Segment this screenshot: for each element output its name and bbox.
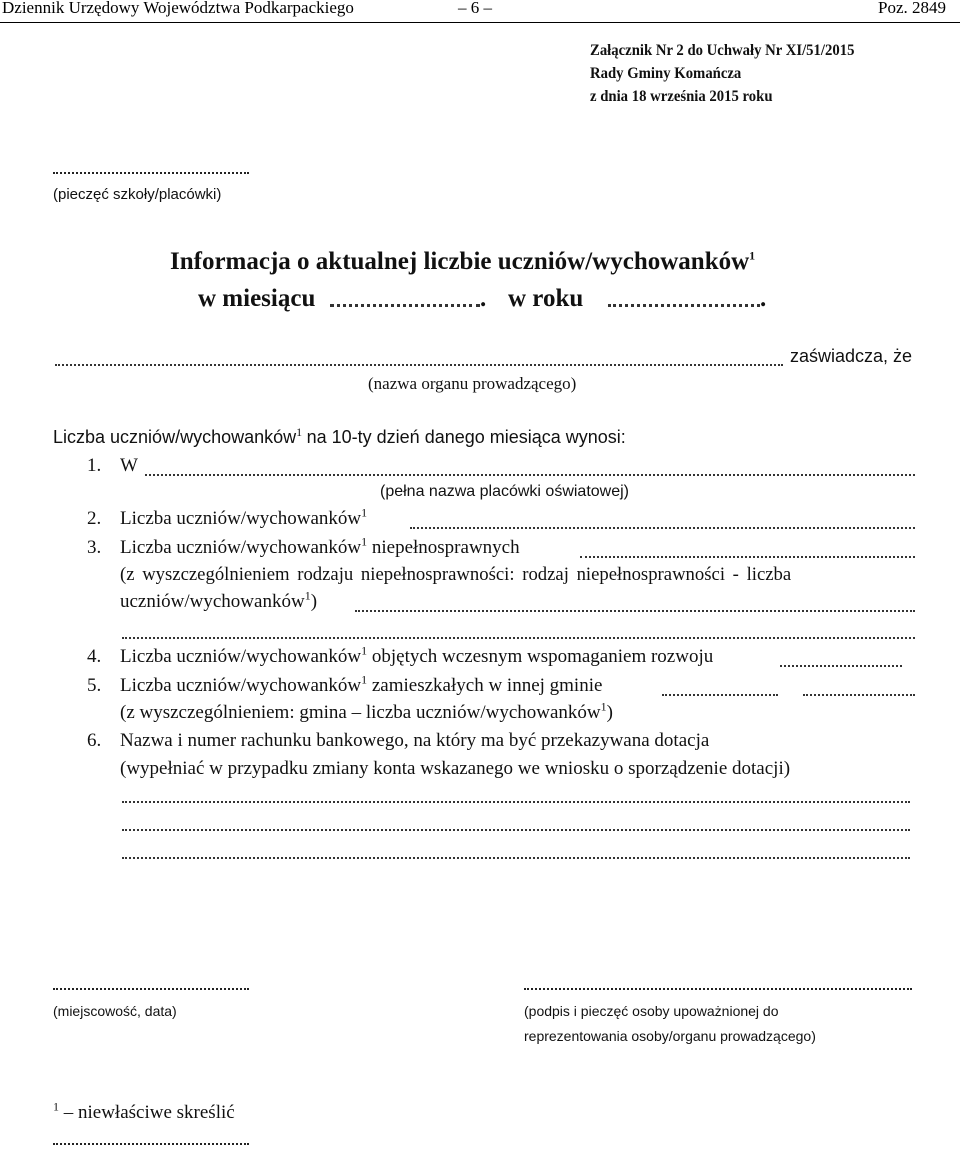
annex-line-3: z dnia 18 września 2015 roku <box>590 88 773 105</box>
signature-label-2: reprezentowania osoby/organu prowadzącego) <box>524 1028 816 1044</box>
item-4-dotted-line <box>780 665 902 667</box>
year-dotted-line <box>608 304 760 307</box>
item-2-number: 2. <box>87 508 102 529</box>
annex-line-1: Załącznik Nr 2 do Uchwały Nr XI/51/2015 <box>590 42 855 59</box>
item-5-detail: (z wyszczególnieniem: gmina – liczba uczniów/wychowanków$^1$) <box>120 699 613 723</box>
item-3-dotted-line-3 <box>122 637 915 639</box>
item-5-dotted-line-b <box>803 694 915 696</box>
organ-dotted-line <box>55 364 783 366</box>
stamp-dotted-line <box>53 172 249 174</box>
item-1-caption: (pełna nazwa placówki oświatowej) <box>380 483 630 500</box>
item-5-text: Liczba uczniów/wychowanków$^1$ zamieszkałych w innej gminie <box>120 672 603 696</box>
item-5-dotted-line-a <box>662 694 778 696</box>
organ-caption: (nazwa organu prowadzącego) <box>368 374 577 393</box>
item-3-text: Liczba uczniów/wychowanków$^1$ niepełnosprawnych <box>120 534 520 558</box>
footnote-dotted-line <box>53 1143 249 1145</box>
stamp-label: (pieczęć szkoły/placówki) <box>53 186 222 203</box>
intro-text: Liczba uczniów/wychowanków$^1$ na 10-ty dzień danego miesiąca wynosi: <box>53 425 626 447</box>
journal-title: Dziennik Urzędowy Województwa Podkarpackiego <box>2 0 354 17</box>
item-3-dotted-line-2 <box>355 610 915 612</box>
item-5-number: 5. <box>87 675 102 696</box>
footnote: $^1$ – niewłaściwe skreślić <box>53 1099 235 1123</box>
bank-dotted-line-3 <box>122 857 910 859</box>
position-number: Poz. 2849 <box>878 0 946 17</box>
place-date-dotted-line <box>53 988 249 990</box>
title-footnote-mark: 1 <box>749 248 756 263</box>
title-month-label: w miesiącu <box>198 285 316 312</box>
month-dotted-line <box>330 304 480 307</box>
item-1-text: W <box>120 455 138 476</box>
item-2-dotted-line <box>410 527 915 529</box>
item-2-text: Liczba uczniów/wychowanków$^1$ <box>120 505 368 529</box>
header-rule <box>0 22 960 23</box>
title-line-1: Informacja o aktualnej liczbie uczniów/wychowanków <box>170 248 750 275</box>
signature-dotted-line <box>524 988 912 990</box>
title-year-label: w roku <box>508 285 584 312</box>
item-3-dotted-line <box>580 556 915 558</box>
bank-dotted-line-2 <box>122 829 910 831</box>
item-6-detail: (wypełniać w przypadku zmiany konta wskazanego we wniosku o sporządzenie dotacji) <box>120 758 791 779</box>
item-3-detail-1: (z wyszczególnieniem rodzaju niepełnosprawności: rodzaj niepełnosprawności - liczba <box>120 564 792 585</box>
item-1-dotted-line <box>145 474 915 476</box>
annex-line-2: Rady Gminy Komańcza <box>590 65 742 82</box>
signature-label-1: (podpis i pieczęć osoby upoważnionej do <box>524 1003 779 1019</box>
item-4-number: 4. <box>87 646 102 667</box>
certifies-text: zaświadcza, że <box>790 346 913 366</box>
item-6-number: 6. <box>87 730 102 751</box>
place-date-label: (miejscowość, data) <box>53 1003 177 1019</box>
item-4-text: Liczba uczniów/wychowanków$^1$ objętych wczesnym wspomaganiem rozwoju <box>120 643 714 667</box>
page-number: – 6 – <box>458 0 492 17</box>
item-3-number: 3. <box>87 537 102 558</box>
bank-dotted-line-1 <box>122 801 910 803</box>
item-1-number: 1. <box>87 455 102 476</box>
item-6-text: Nazwa i numer rachunku bankowego, na który ma być przekazywana dotacja <box>120 730 710 751</box>
item-3-detail-2: uczniów/wychowanków$^1$) <box>120 588 318 612</box>
document-title <box>170 248 755 276</box>
